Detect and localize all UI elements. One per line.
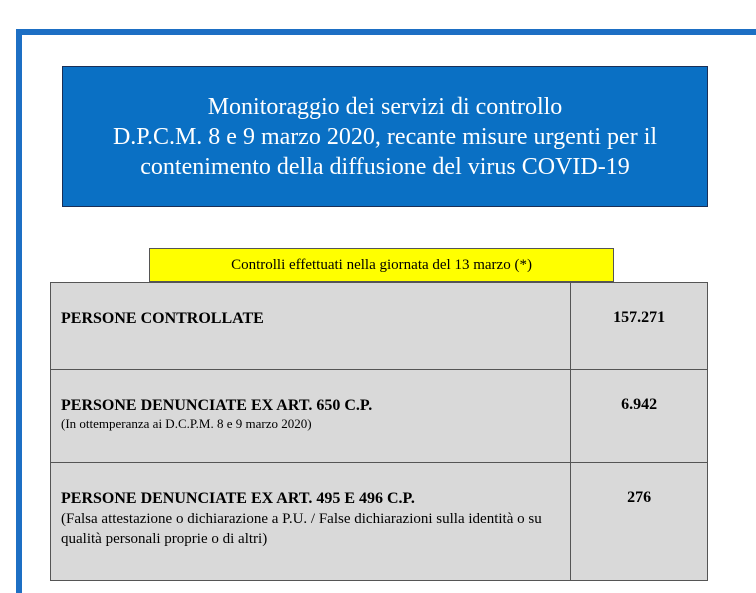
row-value: 157.271: [571, 283, 708, 370]
title-line-2: D.P.C.M. 8 e 9 marzo 2020, recante misure urgenti per il: [112, 123, 658, 150]
row-label-cell: [51, 370, 571, 463]
title-line-3: contenimento della diffusione del virus COVID-19: [140, 153, 630, 180]
table-row: [51, 283, 708, 370]
row-label-cell: [51, 463, 571, 581]
row-value: 6.942: [571, 370, 708, 463]
subtitle-box: [149, 248, 614, 282]
table-row: [51, 463, 708, 581]
title-line-1: Monitoraggio dei servizi di controllo: [207, 93, 563, 120]
row-note: (In ottemperanza ai D.C.P.M. 8 e 9 marzo 2020): [61, 416, 312, 431]
row-value: 276: [571, 463, 708, 581]
row-title: PERSONE DENUNCIATE EX ART. 650 C.P.: [61, 397, 373, 414]
frame-left-border: [16, 29, 22, 593]
frame-top-border: [16, 29, 756, 35]
row-label-cell: [51, 283, 571, 370]
table-row: [51, 370, 708, 463]
controls-table: [50, 282, 708, 581]
row-note: (Falsa attestazione o dichiarazione a P.U. / False dichiarazioni sulla identità o su qualità personali proprie o di altri): [61, 511, 542, 547]
row-title: PERSONE DENUNCIATE EX ART. 495 E 496 C.P.: [61, 490, 415, 507]
subtitle-text: Controlli effettuati nella giornata del 13 marzo (*): [231, 256, 532, 273]
row-title: PERSONE CONTROLLATE: [61, 310, 264, 327]
title-box: [62, 66, 708, 207]
